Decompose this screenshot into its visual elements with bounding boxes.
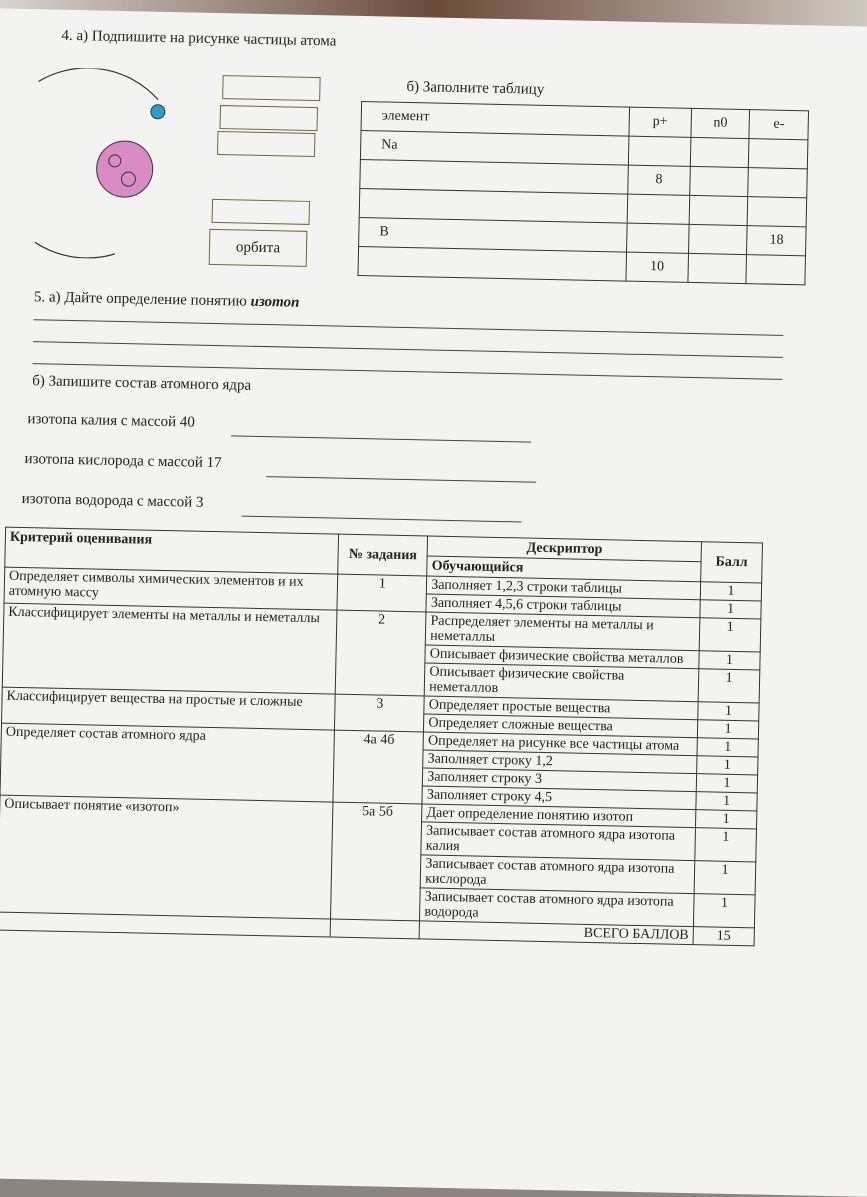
task-no-cell: 3 [335, 694, 425, 732]
nucleus [96, 140, 153, 197]
score-cell: 1 [696, 774, 757, 793]
task-no-cell: 4а 4б [333, 730, 423, 804]
descriptor-cell: Записывает состав атомного ядра изотопа водорода [420, 888, 694, 927]
cell[interactable] [746, 255, 805, 285]
cell[interactable] [688, 253, 747, 283]
header-criterion: Критерий оценивания [5, 527, 339, 574]
answer-box-neutron[interactable] [217, 131, 315, 157]
cell[interactable]: 8 [628, 165, 691, 195]
score-cell: 1 [697, 720, 758, 739]
task-no-cell: 2 [336, 610, 427, 696]
task5a-title [34, 289, 300, 312]
descriptor-cell: Описывает физические свойства неметаллов [424, 663, 698, 702]
task4b-title: б) Заполните таблицу [406, 78, 545, 98]
descriptor-cell: Распределяет элементы на металлы и неметаллы [426, 612, 700, 651]
isotope-item: изотопа водорода с массой 3 [21, 490, 204, 511]
descriptor-cell: Определяет простые вещества [424, 696, 698, 720]
cell[interactable] [749, 139, 808, 169]
answer-box-proton[interactable] [220, 105, 318, 131]
cell[interactable] [689, 195, 748, 225]
answer-box-electron[interactable] [222, 75, 320, 101]
total-score: 15 [693, 927, 754, 946]
score-cell: 1 [699, 618, 761, 652]
header-task-no: № задания [338, 534, 428, 576]
cell[interactable] [688, 224, 747, 254]
descriptor-cell: Определяет на рисунке все частицы атома [423, 732, 697, 756]
score-cell: 1 [700, 600, 761, 619]
score-cell: 1 [695, 828, 757, 862]
score-cell: 1 [697, 738, 758, 757]
cell[interactable]: 18 [747, 226, 806, 256]
cell[interactable] [627, 194, 690, 224]
cell[interactable]: B [359, 217, 627, 252]
cell[interactable] [748, 168, 807, 198]
header-protons: p+ [629, 107, 692, 137]
score-cell: 1 [700, 582, 761, 601]
answer-line[interactable] [33, 319, 783, 336]
rubric-header-row [5, 527, 762, 563]
task-no-cell: 5а 5б [331, 802, 422, 921]
criterion-cell: Определяет состав атомного ядра [0, 723, 335, 802]
criterion-cell: Определяет символы химических элементов и их атомную массу [4, 567, 338, 610]
descriptor-cell: Заполняет 1,2,3 строки таблицы [427, 576, 701, 600]
cell[interactable]: 10 [626, 252, 689, 282]
task5a-text: 5. а) Дайте определение понятию [33, 289, 247, 310]
cell[interactable] [690, 166, 749, 196]
header-learner: Обучающийся [427, 556, 701, 582]
score-cell: 1 [694, 861, 756, 895]
descriptor-cell: Записывает состав атомного ядра изотопа кислорода [420, 855, 694, 894]
score-cell: 1 [698, 669, 760, 703]
task5b-title: б) Запишите состав атомного ядра [32, 373, 252, 394]
answer-box-nucleus[interactable] [212, 199, 310, 225]
isotope-item: изотопа калия с массой 40 [27, 411, 196, 431]
descriptor-cell: Заполняет строку 1,2 [423, 750, 697, 774]
descriptor-cell: Заполняет 4,5,6 строки таблицы [426, 594, 700, 618]
score-cell: 1 [698, 702, 759, 721]
cell[interactable] [626, 223, 689, 253]
criterion-cell: Классифицирует элементы на металлы и неметаллы [2, 603, 337, 694]
score-cell: 1 [699, 651, 760, 670]
descriptor-cell: Заполняет строку 4,5 [422, 786, 696, 810]
task5a-term: изотоп [250, 293, 300, 311]
cell[interactable] [358, 246, 626, 281]
criterion-cell: Описывает понятие «изотоп» [0, 795, 333, 919]
criterion-cell: Классифицирует вещества на простые и сложные [2, 687, 336, 730]
header-descriptor: Дескриптор [427, 536, 701, 562]
total-label: ВСЕГО БАЛЛОВ [419, 921, 693, 945]
worksheet-page [0, 8, 867, 1197]
task-no-cell: 1 [337, 574, 427, 612]
cell[interactable]: Na [360, 131, 628, 166]
descriptor-cell: Описывает физические свойства металлов [425, 645, 699, 669]
empty-cell [330, 919, 419, 939]
header-electrons: e- [749, 110, 808, 140]
isotope-item: изотопа кислорода с массой 17 [24, 451, 222, 472]
answer-line[interactable] [241, 516, 521, 523]
electron [151, 105, 165, 119]
header-score: Балл [701, 542, 763, 583]
header-neutrons: n0 [691, 108, 750, 138]
score-cell: 1 [697, 756, 758, 775]
task4a-title: 4. а) Подпишите на рисунке частицы атома [61, 27, 337, 50]
descriptor-cell: Определяет сложные вещества [424, 714, 698, 738]
header-element: элемент [361, 102, 629, 137]
score-cell: 1 [695, 810, 756, 829]
score-cell: 1 [696, 792, 757, 811]
descriptor-cell: Записывает состав атомного ядра изотопа калия [421, 822, 695, 861]
atom-diagram [35, 67, 239, 261]
cell[interactable] [748, 197, 807, 227]
particles-table [357, 101, 809, 285]
cell[interactable] [628, 136, 691, 166]
answer-line[interactable] [266, 476, 536, 483]
descriptor-cell: Дает определение понятию изотоп [422, 804, 696, 828]
descriptor-cell: Заполняет строку 3 [423, 768, 697, 792]
rubric-table [0, 527, 763, 947]
answer-line[interactable] [33, 341, 783, 358]
score-cell: 1 [693, 894, 755, 928]
cell[interactable] [690, 137, 749, 167]
orbit-label-box: орбита [209, 229, 308, 267]
answer-line[interactable] [231, 435, 531, 442]
